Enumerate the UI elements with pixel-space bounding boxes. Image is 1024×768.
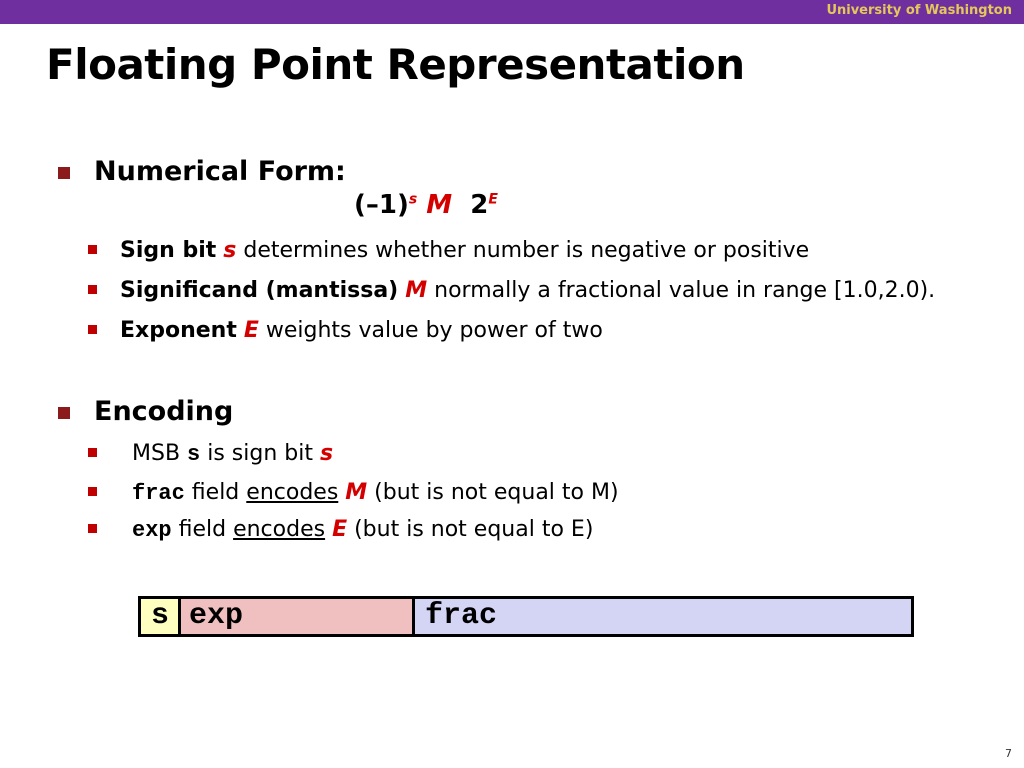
- formula: [354, 190, 498, 220]
- msb-pre: MSB: [132, 441, 188, 466]
- frac-var: M: [345, 480, 368, 505]
- square-bullet-icon: [88, 524, 97, 533]
- frac-code: frac: [132, 481, 185, 506]
- significand-desc: normally a fractional value in range [1.0,2.0).: [427, 278, 936, 303]
- page-number: 7: [1005, 747, 1012, 760]
- frac-mid: field: [184, 480, 247, 505]
- exponent-text: [120, 318, 603, 343]
- encoding-heading: Encoding: [94, 396, 234, 427]
- frac-encodes: encodes: [246, 480, 339, 505]
- square-bullet-icon: [88, 245, 97, 254]
- exponent-label: Exponent: [120, 318, 237, 343]
- square-bullet-icon: [58, 407, 70, 419]
- square-bullet-icon: [88, 487, 97, 496]
- square-bullet-icon: [88, 325, 97, 334]
- field-frac: frac: [415, 599, 911, 634]
- exponent-var: E: [243, 318, 259, 343]
- frac-text: [132, 480, 619, 506]
- formula-minus: –: [365, 190, 379, 220]
- square-bullet-icon: [88, 285, 97, 294]
- formula-mantissa: M: [426, 190, 453, 220]
- sign-bit-var: s: [223, 238, 237, 263]
- field-exp: exp: [181, 599, 415, 634]
- formula-one: 1): [378, 190, 409, 220]
- formula-two: 2: [470, 190, 489, 220]
- significand-var: M: [405, 278, 428, 303]
- frac-rest: (but is not equal to M): [367, 480, 619, 505]
- exp-encodes: encodes: [233, 517, 326, 542]
- exp-mid: field: [171, 517, 234, 542]
- formula-sign-superscript: s: [408, 191, 418, 208]
- sign-bit-desc: determines whether number is negative or positive: [236, 238, 810, 263]
- numerical-form-heading: Numerical Form:: [94, 156, 346, 187]
- sign-bit-text: [120, 238, 809, 263]
- significand-text: [120, 278, 935, 303]
- bit-field-diagram: [138, 596, 914, 637]
- exp-code: exp: [132, 518, 172, 543]
- top-banner: [0, 0, 1024, 24]
- msb-text: [132, 441, 333, 467]
- formula-open-paren: (: [354, 190, 366, 220]
- msb-code: s: [187, 442, 201, 467]
- formula-exponent-superscript: E: [488, 191, 498, 208]
- exp-rest: (but is not equal to E): [347, 517, 594, 542]
- square-bullet-icon: [58, 167, 70, 179]
- exp-text: [132, 517, 593, 543]
- slide-title: Floating Point Representation: [46, 40, 745, 89]
- sign-bit-label: Sign bit: [120, 238, 217, 263]
- field-s: s: [141, 599, 181, 634]
- square-bullet-icon: [88, 448, 97, 457]
- msb-var: s: [319, 441, 334, 466]
- exponent-desc: weights value by power of two: [258, 318, 603, 343]
- institution-label: University of Washington: [826, 3, 1012, 18]
- significand-label: Significand (mantissa): [120, 278, 399, 303]
- msb-mid: is sign bit: [200, 441, 320, 466]
- exp-var: E: [332, 517, 348, 542]
